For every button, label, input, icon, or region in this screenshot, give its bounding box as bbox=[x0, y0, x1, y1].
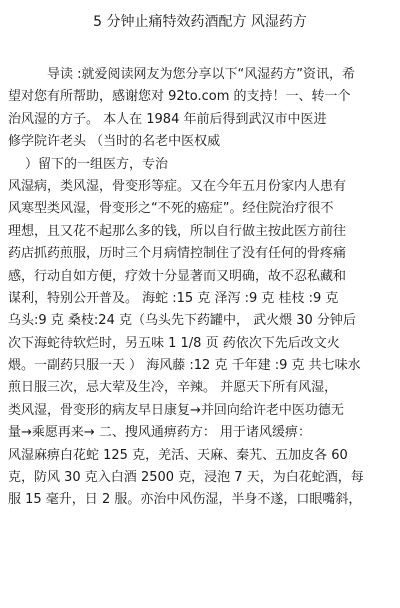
body-line: 风湿病，类风湿，骨变形等症。又在今年五月份家内人患有 bbox=[8, 178, 347, 194]
body-line: 煨。一副药只服一天 ） 海风藤 :12 克 千年建 :9 克 共七味水 bbox=[8, 358, 361, 374]
body-line: 导读 :就爱阅读网友为您分享以下“风湿药方”资讯，希 bbox=[47, 67, 355, 82]
body-line: 量→乘愿再来→ 二、搜风通痹药方： 用于诸风缓痹： bbox=[8, 425, 312, 441]
document-title: 5 分钟止痛特效药酒配方 风湿药方 bbox=[93, 14, 307, 30]
body-line: 类风湿，骨变形的病友早日康复→并回向给许老中医功德无 bbox=[8, 402, 344, 418]
body-line: 药店抓药煎服，历时三个月病情控制住了没有任何的骨疼痛 bbox=[8, 246, 347, 262]
body-line: 治风湿的方子。 本人在 1984 年前后得到武汉市中医进 bbox=[8, 111, 327, 127]
document-body bbox=[8, 64, 400, 512]
body-line: ）留下的一组医方，专治 bbox=[25, 156, 169, 172]
body-line: 风寒型类风湿，骨变形之“不死的癌症”。经住院治疗很不 bbox=[8, 201, 334, 217]
body-line: 修学院许老头 （当时的名老中医权威 bbox=[8, 134, 221, 150]
body-line: 克，防风 30 克入白酒 2500 克，浸泡 7 天，为白花蛇酒，每 bbox=[8, 470, 364, 486]
body-line: 乌头:9 克 桑枝:24 克（乌头先下药罐中， 武火煨 30 分钟后 bbox=[8, 313, 356, 329]
body-line: 理想，且又花不起那么多的钱，所以自行做主按此医方前往 bbox=[8, 223, 347, 239]
body-line: 感，行动自如方便，疗效十分显著而又明确，故不忍私藏和 bbox=[8, 268, 347, 284]
body-line: 次下海蛇待软烂时，另五味 1 1/8 页 药依次下先后改文火 bbox=[8, 335, 340, 351]
body-line: 煎日服三次，忌大荤及生冷，辛辣。 并愿天下所有风湿， bbox=[8, 380, 338, 396]
body-line: 谋利，特别公开普及。 海蛇 :15 克 泽泻 :9 克 桂枝 :9 克 bbox=[8, 290, 339, 306]
body-line: 风湿麻痹白花蛇 125 克，羌活、天麻、秦艽、五加皮各 60 bbox=[8, 447, 348, 463]
body-line: 望对您有所帮助，感谢您对 92to.com 的支持！一、转一个 bbox=[8, 89, 351, 105]
body-line: 服 15 毫升，日 2 服。亦治中风伤湿，半身不遂，口眼嘴斜， bbox=[8, 492, 362, 508]
